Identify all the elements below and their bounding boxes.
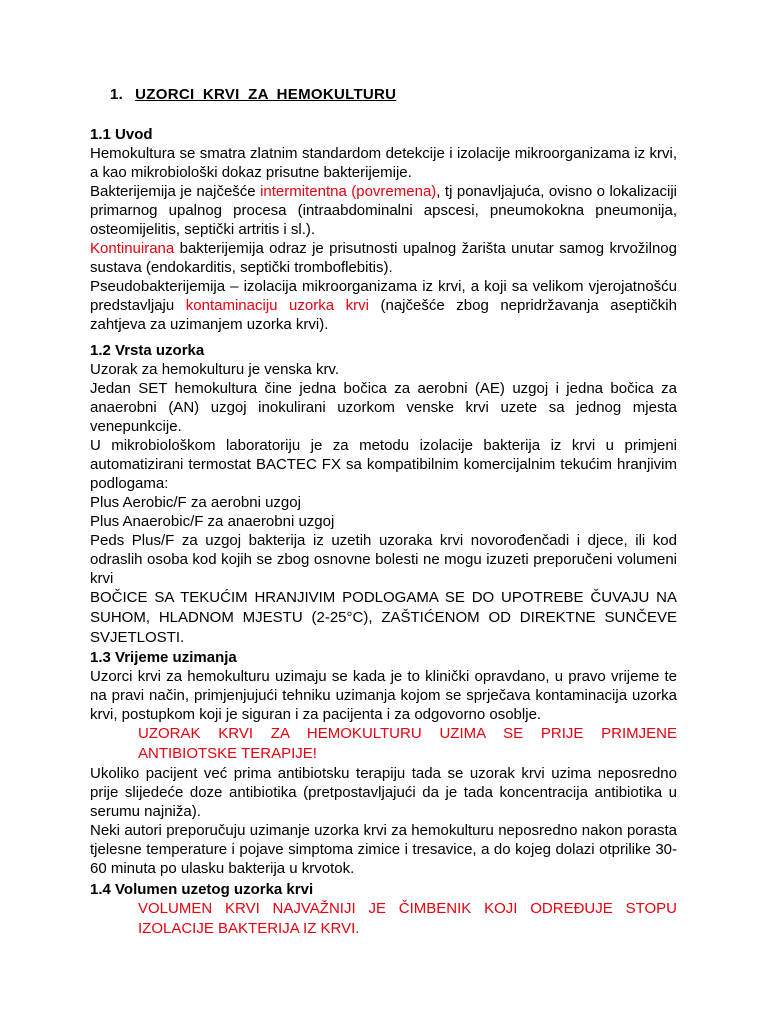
- uvod-p4-end: (najčešće zbog nepridržavanja aseptičkih zahtjeva za uzimanjem uzorka krvi).: [90, 297, 677, 333]
- vrijeme-paragraph-3: Neki autori preporučuju uzimanje uzorka krvi za hemokulturu neposredno nakon porasta tjelesne temperature i pojave simptoma zimice i tresavice, a do kojeg dolazi otprilike 30-60 minuta po ulasku bakterija u krvotok.: [90, 822, 677, 877]
- vrijeme-paragraph-2: Ukoliko pacijent već prima antibiotsku terapiju tada se uzorak krvi uzima neposredno prije slijedeće doze antibiotika (pretpostavljajući da je tada koncentracija antibiotika u serumu najniža).: [90, 765, 677, 820]
- vrsta-media-aerobic: Plus Aerobic/F za aerobni uzgoj: [90, 494, 301, 511]
- uvod-p3-end: bakterijemija odraz je prisutnosti upalnog žarišta unutar samog krvožilnog sustava (endokarditis, septički tromboflebitis).: [90, 240, 677, 276]
- volumen-note: VOLUMEN KRVI NAJVAŽNIJI JE ČIMBENIK KOJI ODREĐUJE STOPU IZOLACIJE BAKTERIJA IZ KRVI.: [138, 900, 677, 937]
- uvod-p3-highlight: Kontinuirana: [90, 240, 175, 257]
- uvod-paragraph-2: [90, 182, 677, 239]
- section-vrsta: [90, 341, 677, 648]
- vrsta-storage-note: BOČICE SA TEKUĆIM HRANJIVIM PODLOGAMA SE DO UPOTREBE ČUVAJU NA SUHOM, HLADNOM MJESTU (2-25°C), ZAŠTIĆENOM OD DIREKTNE SUNČEVE SVJETLOSTI.: [90, 589, 677, 646]
- vrijeme-antibiotic-note: UZORAK KRVI ZA HEMOKULTURU UZIMA SE PRIJE PRIMJENE ANTIBIOTSKE TERAPIJE!: [138, 725, 677, 762]
- uvod-paragraph-1: Hemokultura se smatra zlatnim standardom detekcije i izolacije mikroorganizama iz krvi, a kao mikrobiološki dokaz prisutne bakterijemije.: [90, 145, 677, 181]
- section-uvod: [90, 125, 677, 334]
- section-heading-vrsta: 1.2 Vrsta uzorka: [90, 342, 205, 359]
- uvod-p2-highlight: intermitentna (povremena): [260, 183, 437, 200]
- vrsta-paragraph-1: Uzorak za hemokulturu je venska krv.: [90, 361, 339, 378]
- uvod-p4-start: Pseudobakterijemija – izolacija mikroorganizama iz krvi, a koji sa velikom vjerojatnošću predstavljaju: [90, 278, 677, 314]
- vrsta-paragraph-4: Peds Plus/F za uzgoj bakterija iz uzetih uzoraka krvi novorođenčadi i djece, ili kod odraslih osoba kod kojih se zbog osnovne bolesti ne mogu izuzeti preporučeni volumeni krvi: [90, 532, 677, 587]
- uvod-p4-highlight: kontaminaciju uzorka krvi: [185, 297, 369, 314]
- uvod-p2-end: , tj ponavljajuća, ovisno o lokalizaciji primarnog upalnog procesa (intraabdominalni apscesi, pneumokokna pneumonija, osteomijelitis, septički artritis i sl.).: [90, 183, 677, 238]
- title-number: 1.: [110, 86, 124, 103]
- document-title: [110, 86, 396, 103]
- vrijeme-paragraph-1: Uzorci krvi za hemokulturu uzimaju se kada je to klinički opravdano, u pravo vrijeme te na pravi način, primjenjujući tehniku uzimanja kojom se sprječava kontaminacija uzorka krvi, postupkom koji je siguran i za pacijenta i za odgovorno osoblje.: [90, 668, 677, 723]
- section-volumen: [90, 880, 677, 939]
- section-vrijeme: [90, 648, 677, 878]
- title-text: UZORCI KRVI ZA HEMOKULTURU: [135, 86, 397, 103]
- section-heading-volumen: 1.4 Volumen uzetog uzorka krvi: [90, 881, 314, 898]
- uvod-paragraph-4: [90, 277, 677, 334]
- vrsta-media-anaerobic: Plus Anaerobic/F za anaerobni uzgoj: [90, 513, 335, 530]
- uvod-paragraph-3: [90, 239, 677, 277]
- vrsta-paragraph-2: Jedan SET hemokultura čine jedna bočica za aerobni (AE) uzgoj i jedna bočica za anaerobni (AN) uzgoj inokulirani uzorkom venske krvi uzete sa jednog mjesta venepunkcije.: [90, 380, 677, 435]
- vrsta-paragraph-3: U mikrobiološkom laboratoriju je za metodu izolacije bakterija iz krvi u primjeni automatizirani termostat BACTEC FX sa kompatibilnim komercijalnim tekućim hranjivim podlogama:: [90, 437, 677, 492]
- uvod-p2-start: Bakterijemija je najčešće: [90, 183, 261, 200]
- section-heading-vrijeme: 1.3 Vrijeme uzimanja: [90, 649, 237, 666]
- section-heading-uvod: 1.1 Uvod: [90, 126, 153, 143]
